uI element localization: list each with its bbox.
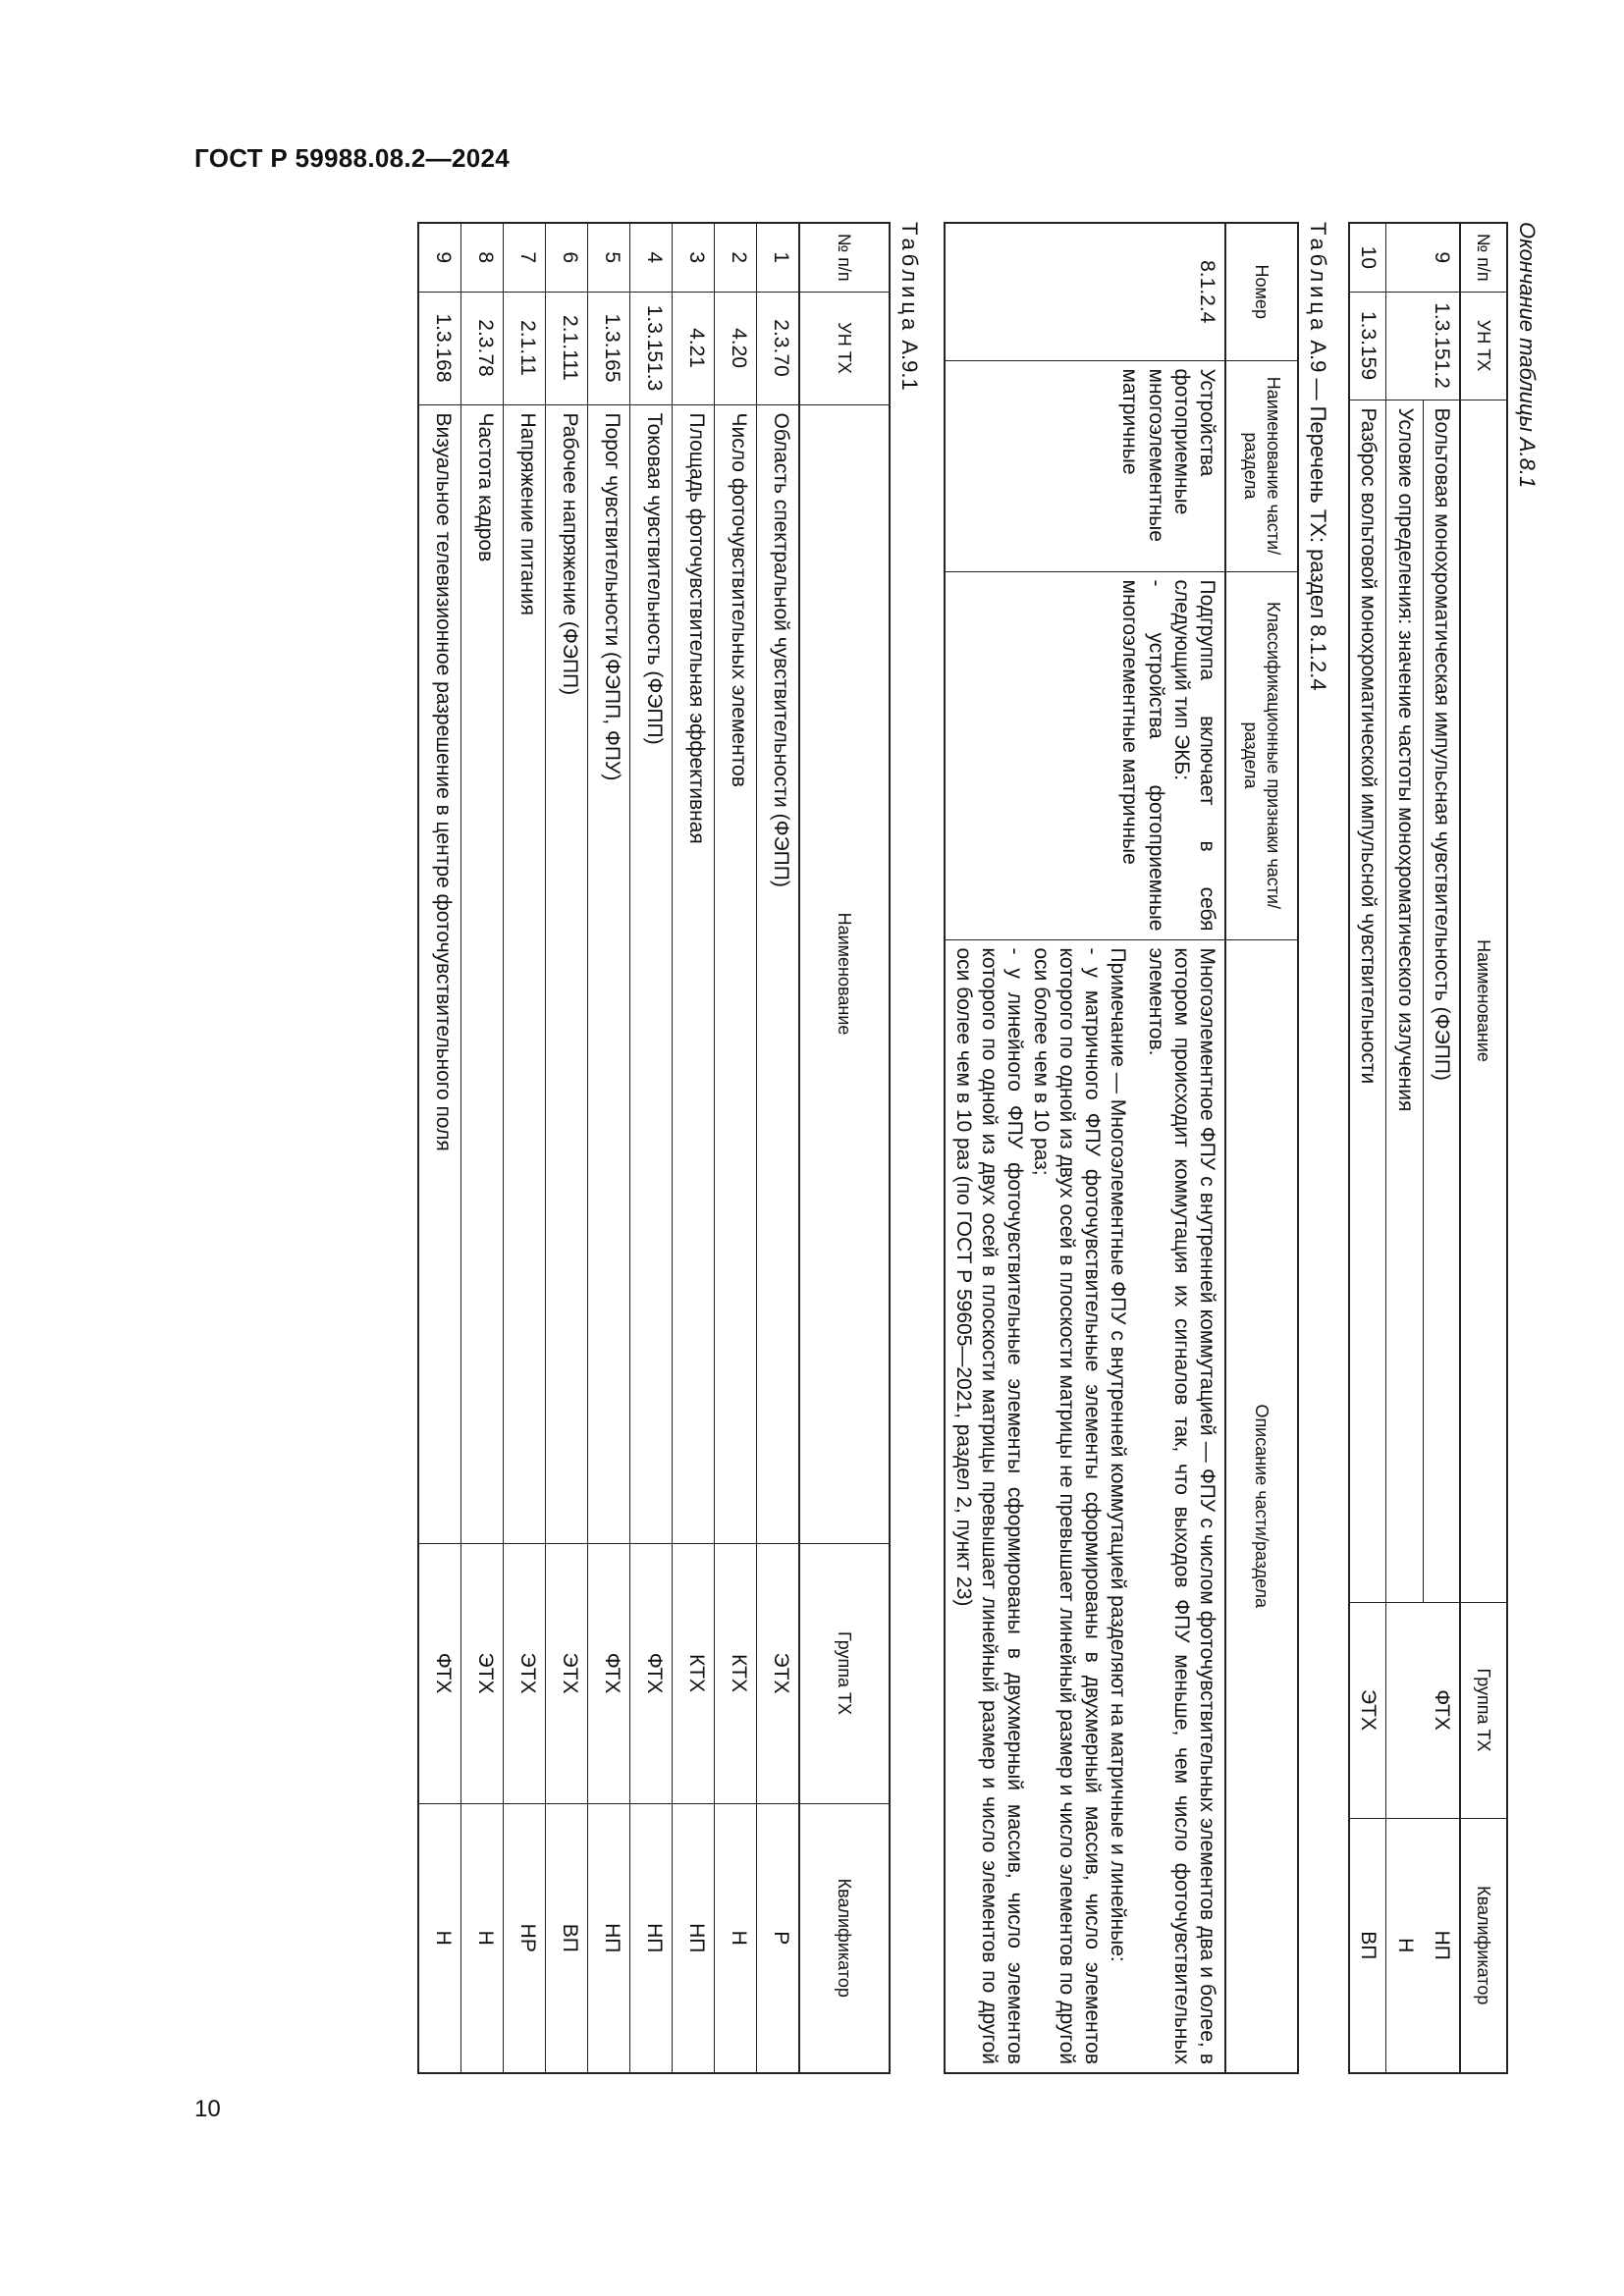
table-row [1423, 223, 1460, 2073]
col-header-name: Наименование [799, 404, 890, 1543]
table-row [587, 223, 629, 2073]
cell-name: Токовая чувствительность (ФЭПП) [629, 404, 672, 1543]
table-row [460, 223, 503, 2073]
col-header-description: Описание части/раздела [1225, 939, 1298, 2073]
table-row [418, 223, 461, 2073]
cell-code: 2.3.70 [756, 292, 799, 404]
table-row [629, 223, 672, 2073]
table-a81 [1348, 222, 1508, 2074]
table-row [672, 223, 714, 2073]
table-row [756, 223, 799, 2073]
cell-group: КТХ [672, 1543, 714, 1803]
cell-code: 4.20 [714, 292, 756, 404]
caption-rest: А.9 — Перечень ТХ: раздел 8.1.2.4 [1306, 334, 1331, 691]
cell-code: 2.1.111 [545, 292, 587, 404]
cell-name: Порог чувствительности (ФЭПП, ФПУ) [587, 404, 629, 1543]
cell-name: Частота кадров [460, 404, 503, 1543]
table-a81-caption: Окончание таблицы А.8.1 [1515, 222, 1540, 489]
cell-qualifier: НП [587, 1803, 629, 2073]
cell-code [1386, 292, 1423, 400]
cell-part-name: Устройства фотоприемные многоэлементные матричные [945, 360, 1226, 571]
cell-name: Визуальное телевизионное разрешение в центре фоточувствительного поля [418, 404, 461, 1543]
cell-n: 4 [629, 223, 672, 292]
description-paragraph: Многоэлементное ФПУ с внутренней коммутацией — ФПУ с числом фоточувствительных элементов два и более, в котором происходит коммутация их сигналов так, что выходов ФПУ меньше, чем число фоточувствительных элементов. [1144, 947, 1219, 2064]
table-a9-caption [1305, 222, 1330, 2087]
cell-code: 4.21 [672, 292, 714, 404]
cell-n: 8 [460, 223, 503, 292]
cell-qualifier: Н [1386, 1818, 1423, 2073]
cell-n [1386, 223, 1423, 292]
cell-n: 7 [503, 223, 545, 292]
cell-group: ЭТХ [545, 1543, 587, 1803]
cell-n: 10 [1349, 223, 1386, 292]
cell-qualifier: НП [1423, 1818, 1460, 2073]
cell-name: Условие определения: значение частоты монохроматического излучения [1386, 400, 1423, 1602]
cell-n: 6 [545, 223, 587, 292]
cell-group: ФТХ [418, 1543, 461, 1803]
cell-classification: Подгруппа включает в себя следующий тип ЭКБ: - устройства фотоприемные многоэлементные матричные [945, 571, 1226, 939]
cell-qualifier: Н [460, 1803, 503, 2073]
cell-qualifier: ВП [545, 1803, 587, 2073]
table-a91 [417, 222, 891, 2074]
cell-name: Вольтовая монохроматическая импульсная чувствительность (ФЭПП) [1423, 400, 1460, 1602]
cell-code: 1.3.159 [1349, 292, 1386, 400]
col-header-qualifier: Квалификатор [1460, 1818, 1507, 2073]
col-header-name: Наименование [1460, 400, 1507, 1602]
cell-n: 5 [587, 223, 629, 292]
cell-n: 1 [756, 223, 799, 292]
table-row [503, 223, 545, 2073]
col-header-n: № п/п [1460, 223, 1507, 292]
table-a91-caption [896, 222, 922, 2087]
cell-qualifier: ВП [1349, 1818, 1386, 2073]
note-text: — Многоэлементные ФПУ с внутренней коммутацией разделяют на матричные и линейные: - у матричного ФПУ фоточувствительные элементы сформированы в двухмерный массив, число элементов которого по одной из двух осей в плоскости матрицы не превышает линейный размер и число элементов по другой оси более чем в 10 раз; - у линейного ФПУ фоточувствительные элементы сформированы в двухмерный массив, число элементов которого по одной из двух осей в плоскости матрицы превышает линейный размер и число элементов по другой оси более чем в 10 раз (по ГОСТ Р 59605—2021, раздел 2, пункт 23) [952, 947, 1130, 2064]
cell-name: Разброс вольтовой монохроматической импульсной чувствительности [1349, 400, 1386, 1602]
table-a9 [944, 222, 1300, 2074]
page-number: 10 [194, 2096, 221, 2122]
document-header: ГОСТ Р 59988.08.2—2024 [194, 143, 510, 173]
cell-qualifier: НР [503, 1803, 545, 2073]
table-row [1386, 223, 1423, 2073]
cell-group: ФТХ [587, 1543, 629, 1803]
col-header-n: № п/п [799, 223, 890, 292]
cell-name: Область спектральной чувствительности (ФЭПП) [756, 404, 799, 1543]
rotated-content [175, 222, 1540, 2087]
col-header-classification: Классификационные признаки части/ раздела [1225, 571, 1298, 939]
cell-n: 3 [672, 223, 714, 292]
cell-name: Площадь фоточувствительная эффективная [672, 404, 714, 1543]
cell-number: 8.1.2.4 [945, 223, 1226, 360]
cell-n: 2 [714, 223, 756, 292]
cell-n: 9 [1423, 223, 1460, 292]
col-header-qualifier: Квалификатор [799, 1803, 890, 2073]
cell-qualifier: Р [756, 1803, 799, 2073]
cell-qualifier: НП [629, 1803, 672, 2073]
col-header-code: УН ТХ [1460, 292, 1507, 400]
note-label: Примечание [1107, 947, 1130, 1068]
cell-group: ЭТХ [756, 1543, 799, 1803]
cell-code: 1.3.151.3 [629, 292, 672, 404]
cell-code: 1.3.151.2 [1423, 292, 1460, 400]
caption-prefix: Таблица [1306, 222, 1331, 335]
cell-code: 1.3.168 [418, 292, 461, 404]
col-header-number: Номер [1225, 223, 1298, 360]
cell-name: Напряжение питания [503, 404, 545, 1543]
table-row [945, 223, 1226, 2073]
cell-group: ЭТХ [503, 1543, 545, 1803]
cell-n: 9 [418, 223, 461, 292]
cell-qualifier: Н [418, 1803, 461, 2073]
cell-name: Число фоточувствительных элементов [714, 404, 756, 1543]
cell-code: 1.3.165 [587, 292, 629, 404]
caption-prefix: Таблица [896, 222, 922, 335]
col-header-group: Группа ТХ [1460, 1602, 1507, 1818]
cell-description [945, 939, 1226, 2073]
caption-rest: А.9.1 [896, 334, 922, 391]
cell-code: 2.3.78 [460, 292, 503, 404]
cell-group: ЭТХ [460, 1543, 503, 1803]
col-header-code: УН ТХ [799, 292, 890, 404]
cell-group: ЭТХ [1349, 1602, 1386, 1818]
cell-qualifier: Н [714, 1803, 756, 2073]
cell-qualifier: НП [672, 1803, 714, 2073]
cell-group [1386, 1602, 1423, 1818]
table-row [714, 223, 756, 2073]
cell-group: КТХ [714, 1543, 756, 1803]
description-note [950, 948, 1131, 2065]
col-header-group: Группа ТХ [799, 1543, 890, 1803]
cell-code: 2.1.11 [503, 292, 545, 404]
cell-group: ФТХ [1423, 1602, 1460, 1818]
cell-group: ФТХ [629, 1543, 672, 1803]
table-row [1349, 223, 1386, 2073]
table-row [545, 223, 587, 2073]
cell-name: Рабочее напряжение (ФЭПП) [545, 404, 587, 1543]
col-header-part-name: Наименование части/ раздела [1225, 360, 1298, 571]
